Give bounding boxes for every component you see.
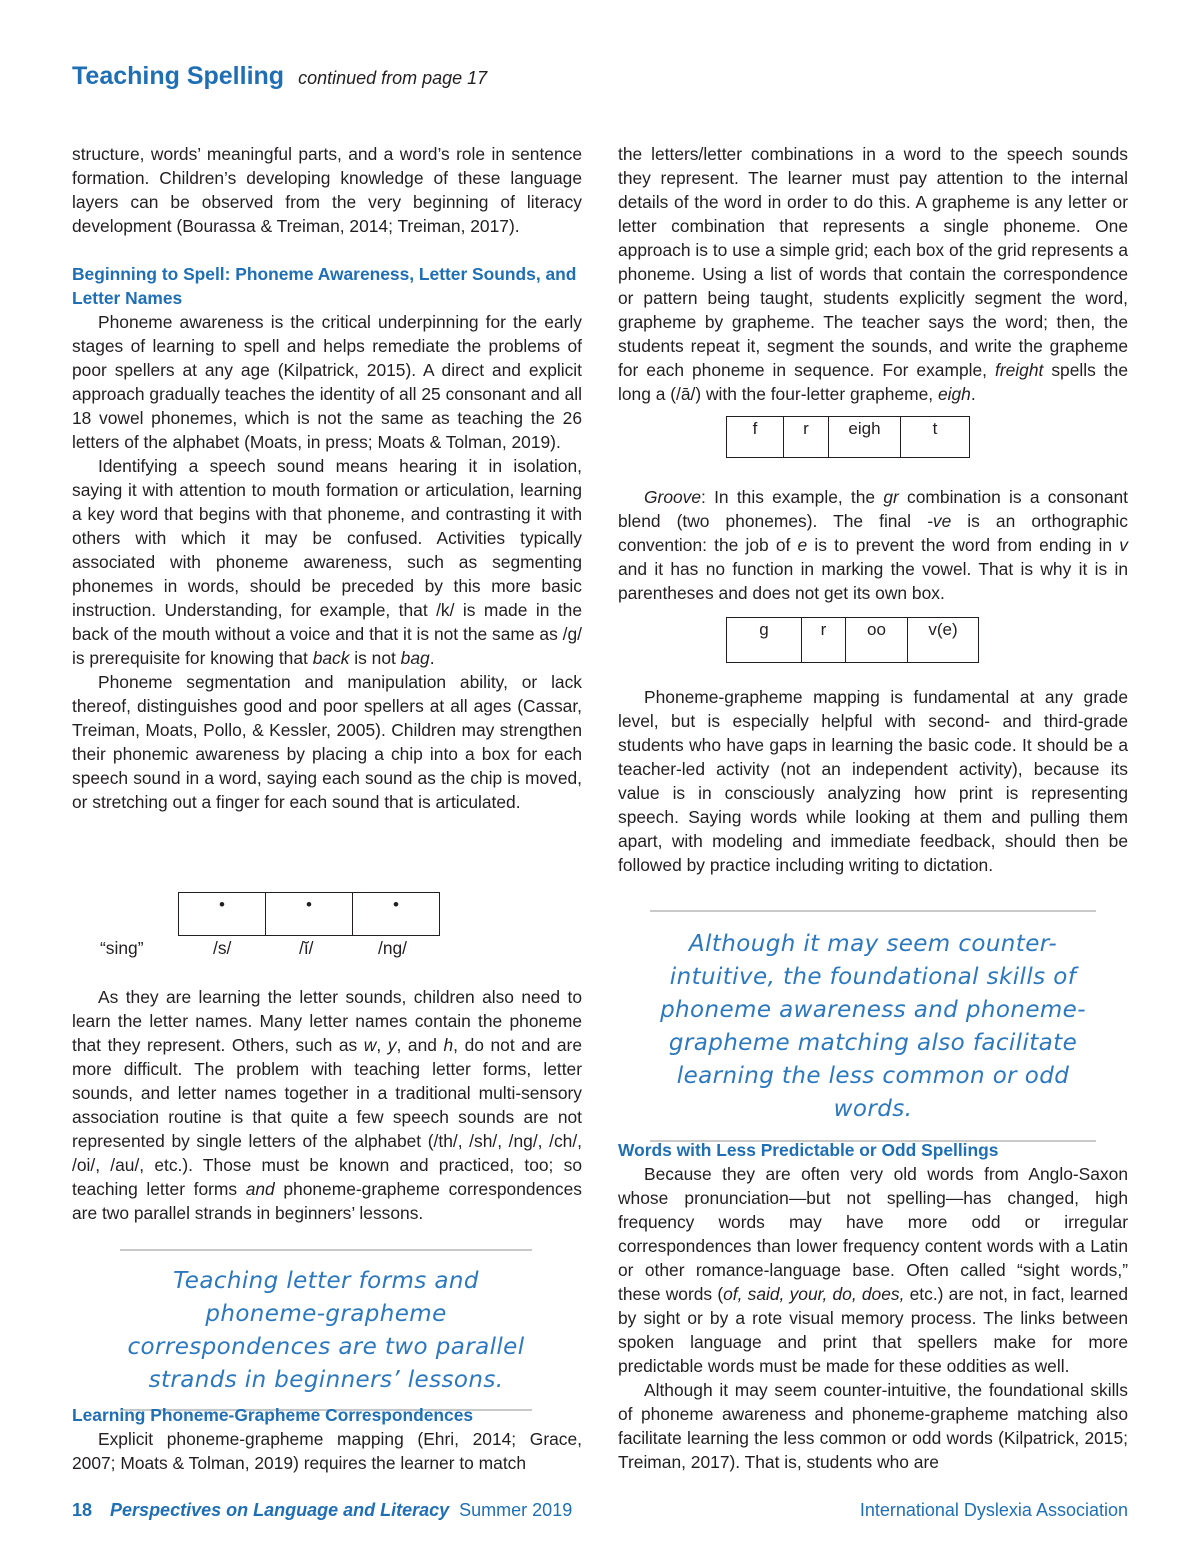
- italic-word: Groove: [644, 487, 702, 507]
- paragraph: Phoneme awareness is the critical underpinning for the early stages of learning to spell and helps remediate the problems of poor spellers at any age (Kilpatrick, 2015). A direct and explicit approach gradually teaches the identity of all 25 consonant and all 18 vowel phonemes, which is not the same as teaching the 26 letters of the alphabet (Moats, in press; Moats & Tolman, 2019).: [72, 312, 582, 452]
- left-column-bottom: [72, 1403, 582, 1475]
- text-run: and it has no function in marking the vowel. That is why it is in parentheses and does not get its own box.: [618, 559, 1128, 603]
- paragraph: [618, 1162, 1128, 1378]
- chip-box: •: [353, 893, 440, 936]
- right-column-bottom: [618, 1138, 1128, 1474]
- section-title: Teaching Spelling: [72, 62, 285, 90]
- paragraph: Explicit phoneme-grapheme mapping (Ehri, 2014; Grace, 2007; Moats & Tolman, 2019) requires the learner to match: [72, 1429, 582, 1473]
- issue-label: Summer 2019: [459, 1500, 573, 1520]
- sing-grid: [72, 892, 582, 962]
- text-run: Because they are often very old words from Anglo-Saxon whose pronunciation—but not spelling—has changed, high frequency words may have more odd or irregular correspondences than lower frequency content words with a Latin or other romance-language base. Often called “sight words,” these words (: [618, 1164, 1128, 1304]
- italic-word: back: [312, 648, 350, 668]
- italic-word: v: [1119, 535, 1128, 555]
- grapheme-box: r: [802, 618, 846, 663]
- left-column-lower: [72, 985, 582, 1225]
- page-number: 18: [72, 1500, 93, 1520]
- running-head: [72, 62, 487, 91]
- groove-grid: [726, 617, 979, 663]
- right-column: [618, 142, 1128, 406]
- text-run: .: [429, 648, 435, 668]
- chip-box: •: [179, 893, 266, 936]
- paragraph: structure, words’ meaningful parts, and a word’s role in sentence formation. Children’s developing knowledge of these language layers can be observed from the very beginning of literacy development (Bourassa & Treiman, 2014; Treiman, 2017).: [72, 144, 582, 236]
- grapheme-box: oo: [846, 618, 908, 663]
- right-column-middle: [618, 685, 1128, 877]
- italic-word: w: [363, 1035, 377, 1055]
- pull-quote-right: Although it may seem counter-intuitive, the foundational skills of phoneme awareness and phoneme-grapheme matching also facilitate learning the less common or odd words.: [650, 910, 1096, 1142]
- italic-word: bag: [400, 648, 430, 668]
- subheading-learning-pg: Learning Phoneme-Grapheme Correspondences: [72, 1405, 474, 1425]
- italic-word: -ve: [927, 511, 952, 531]
- grapheme-box: t: [901, 417, 970, 458]
- italic-word: gr: [883, 487, 899, 507]
- continued-note: continued from page 17: [298, 68, 488, 88]
- text-run: is to prevent the word from ending in: [807, 535, 1120, 555]
- italic-word: and: [245, 1179, 275, 1199]
- text-run: etc.) are not, in fact, learned by sight or by a rote visual memory process. The links between spoken language and print that spellers make for more predictable words must be made for these oddities as well.: [618, 1284, 1128, 1376]
- text-run: : In this example, the: [701, 487, 884, 507]
- left-column: [72, 142, 582, 814]
- paragraph: As they are learning the letter sounds, children also need to learn the letter names. Many letter names contain the phoneme that they represent. Others, such as w, y, and h, do not and are more difficult. The problem with teaching letter forms, letter sounds, and letter names together in a traditional multi-sensory association routine is that quite a few speech sounds are not represented by single letters of the alphabet (/th/, /sh/, /ng/, /ch/, /oi/, /au/, etc.). Those must be known and practiced, too; so teaching letter forms and phoneme-grapheme correspondences are two parallel strands in beginners’ lessons.: [72, 987, 582, 1223]
- text-run: is not: [349, 648, 401, 668]
- paragraph: Phoneme-grapheme mapping is fundamental at any grade level, but is especially helpful with second- and third-grade students who have gaps in learning the basic code. It should be a teacher-led activity (not an independent activity), because its value is in consciously analyzing how print is representing speech. Saying words while looking at them and pulling them apart, with modeling and immediate feedback, should then be followed by practice including writing to dictation.: [618, 687, 1128, 875]
- right-column-groove: [618, 485, 1128, 605]
- phoneme-label: /s/: [213, 938, 232, 958]
- text-run: is an orthographic convention: the job of: [618, 511, 1128, 555]
- italic-word: of, said, your, do, does,: [723, 1284, 905, 1304]
- chip-box-grid: [178, 892, 440, 936]
- paragraph: [618, 142, 1128, 406]
- italic-word: e: [797, 535, 808, 555]
- text-run: As they are learning the letter sounds, children also need to learn the letter names. Many letter names contain the phoneme that they represent. Others, such as: [72, 987, 582, 1055]
- subheading-beginning-to-spell: Beginning to Spell: Phoneme Awareness, Letter Sounds, and Letter Names: [72, 264, 577, 308]
- italic-word: eigh: [937, 384, 971, 404]
- paragraph: Phoneme segmentation and manipulation ability, or lack thereof, distinguishes good and poor spellers at all ages (Cassar, Treiman, Moats, Pollo, & Kessler, 2005). Children may strengthen their phonemic awareness by placing a chip into a box for each speech sound in a word, saying each sound as the chip is moved, or stretching out a finger for each sound that is articulated.: [72, 672, 582, 812]
- italic-word: freight: [995, 360, 1044, 380]
- phoneme-label: /ng/: [378, 938, 408, 958]
- grapheme-box: eigh: [829, 417, 901, 458]
- sing-word: “sing”: [100, 938, 144, 958]
- text-run: spells the long a (/ā/) with the four-letter grapheme,: [618, 360, 1128, 404]
- phoneme-label: /ĭ/: [299, 938, 314, 958]
- journal-title: Perspectives on Language and Literacy: [110, 1500, 450, 1520]
- text-run: phoneme-grapheme correspondences are two parallel strands in beginners’ lessons.: [72, 1179, 582, 1223]
- italic-word: y: [387, 1035, 397, 1055]
- text-run: the letters/letter combinations in a word to the speech sounds they represent. The learner must pay attention to the internal details of the word in order to do this. A grapheme is any letter or letter combination that represents a single phoneme. One approach is to use a simple grid; each box of the grid represents a phoneme. Using a list of words that contain the correspondence or pattern being taught, students explicitly segment the word, grapheme by grapheme. The teacher says the word; then, the students repeat it, segment the sounds, and write the grapheme for each phoneme in sequence. For example,: [618, 144, 1128, 380]
- footer-org: International Dyslexia Association: [859, 1500, 1128, 1520]
- text-run: .: [970, 384, 976, 404]
- subheading-odd-spellings: Words with Less Predictable or Odd Spellings: [618, 1140, 999, 1160]
- text-run: Identifying a speech sound means hearing it in isolation, saying it with attention to mouth formation or articulation, learning a key word that begins with that phoneme, and contrasting it with others with which it may be confused. Activities typically associated with phoneme awareness, such as segmenting phonemes in words, should be preceded by this more basic instruction. Understanding, for example, that /k/ is made in the back of the mouth without a voice and that it is not the same as /g/ is prerequisite for knowing that: [72, 456, 582, 668]
- text-run: , do not and are more difficult. The problem with teaching letter forms, letter sounds, and letter names together in a traditional multi-sensory association routine is that quite a few speech sounds are not represented by single letters of the alphabet (/th/, /sh/, /ng/, /ch/, /oi/, /au/, etc.). Those must be known and practiced, too; so teaching letter forms: [72, 1035, 582, 1199]
- text-run: combination is a consonant blend (two phonemes). The final: [618, 487, 1128, 531]
- freight-grid: [726, 416, 970, 458]
- paragraph: [618, 485, 1128, 605]
- italic-word: h: [443, 1035, 454, 1055]
- grapheme-box: v(e): [908, 618, 979, 663]
- paragraph: [72, 454, 582, 670]
- pull-quote-left: Teaching letter forms and phoneme-grapheme correspondences are two parallel strands in beginners’ lessons.: [120, 1249, 532, 1411]
- paragraph: Although it may seem counter-intuitive, the foundational skills of phoneme awareness and phoneme-grapheme matching also facilitate learning the less common or odd words (Kilpatrick, 2015; Treiman, 2017). That is, students who are: [618, 1380, 1128, 1472]
- grapheme-box: g: [727, 618, 802, 663]
- grapheme-box: r: [784, 417, 829, 458]
- chip-box: •: [266, 893, 353, 936]
- grapheme-box: f: [727, 417, 784, 458]
- footer-left: [72, 1500, 572, 1521]
